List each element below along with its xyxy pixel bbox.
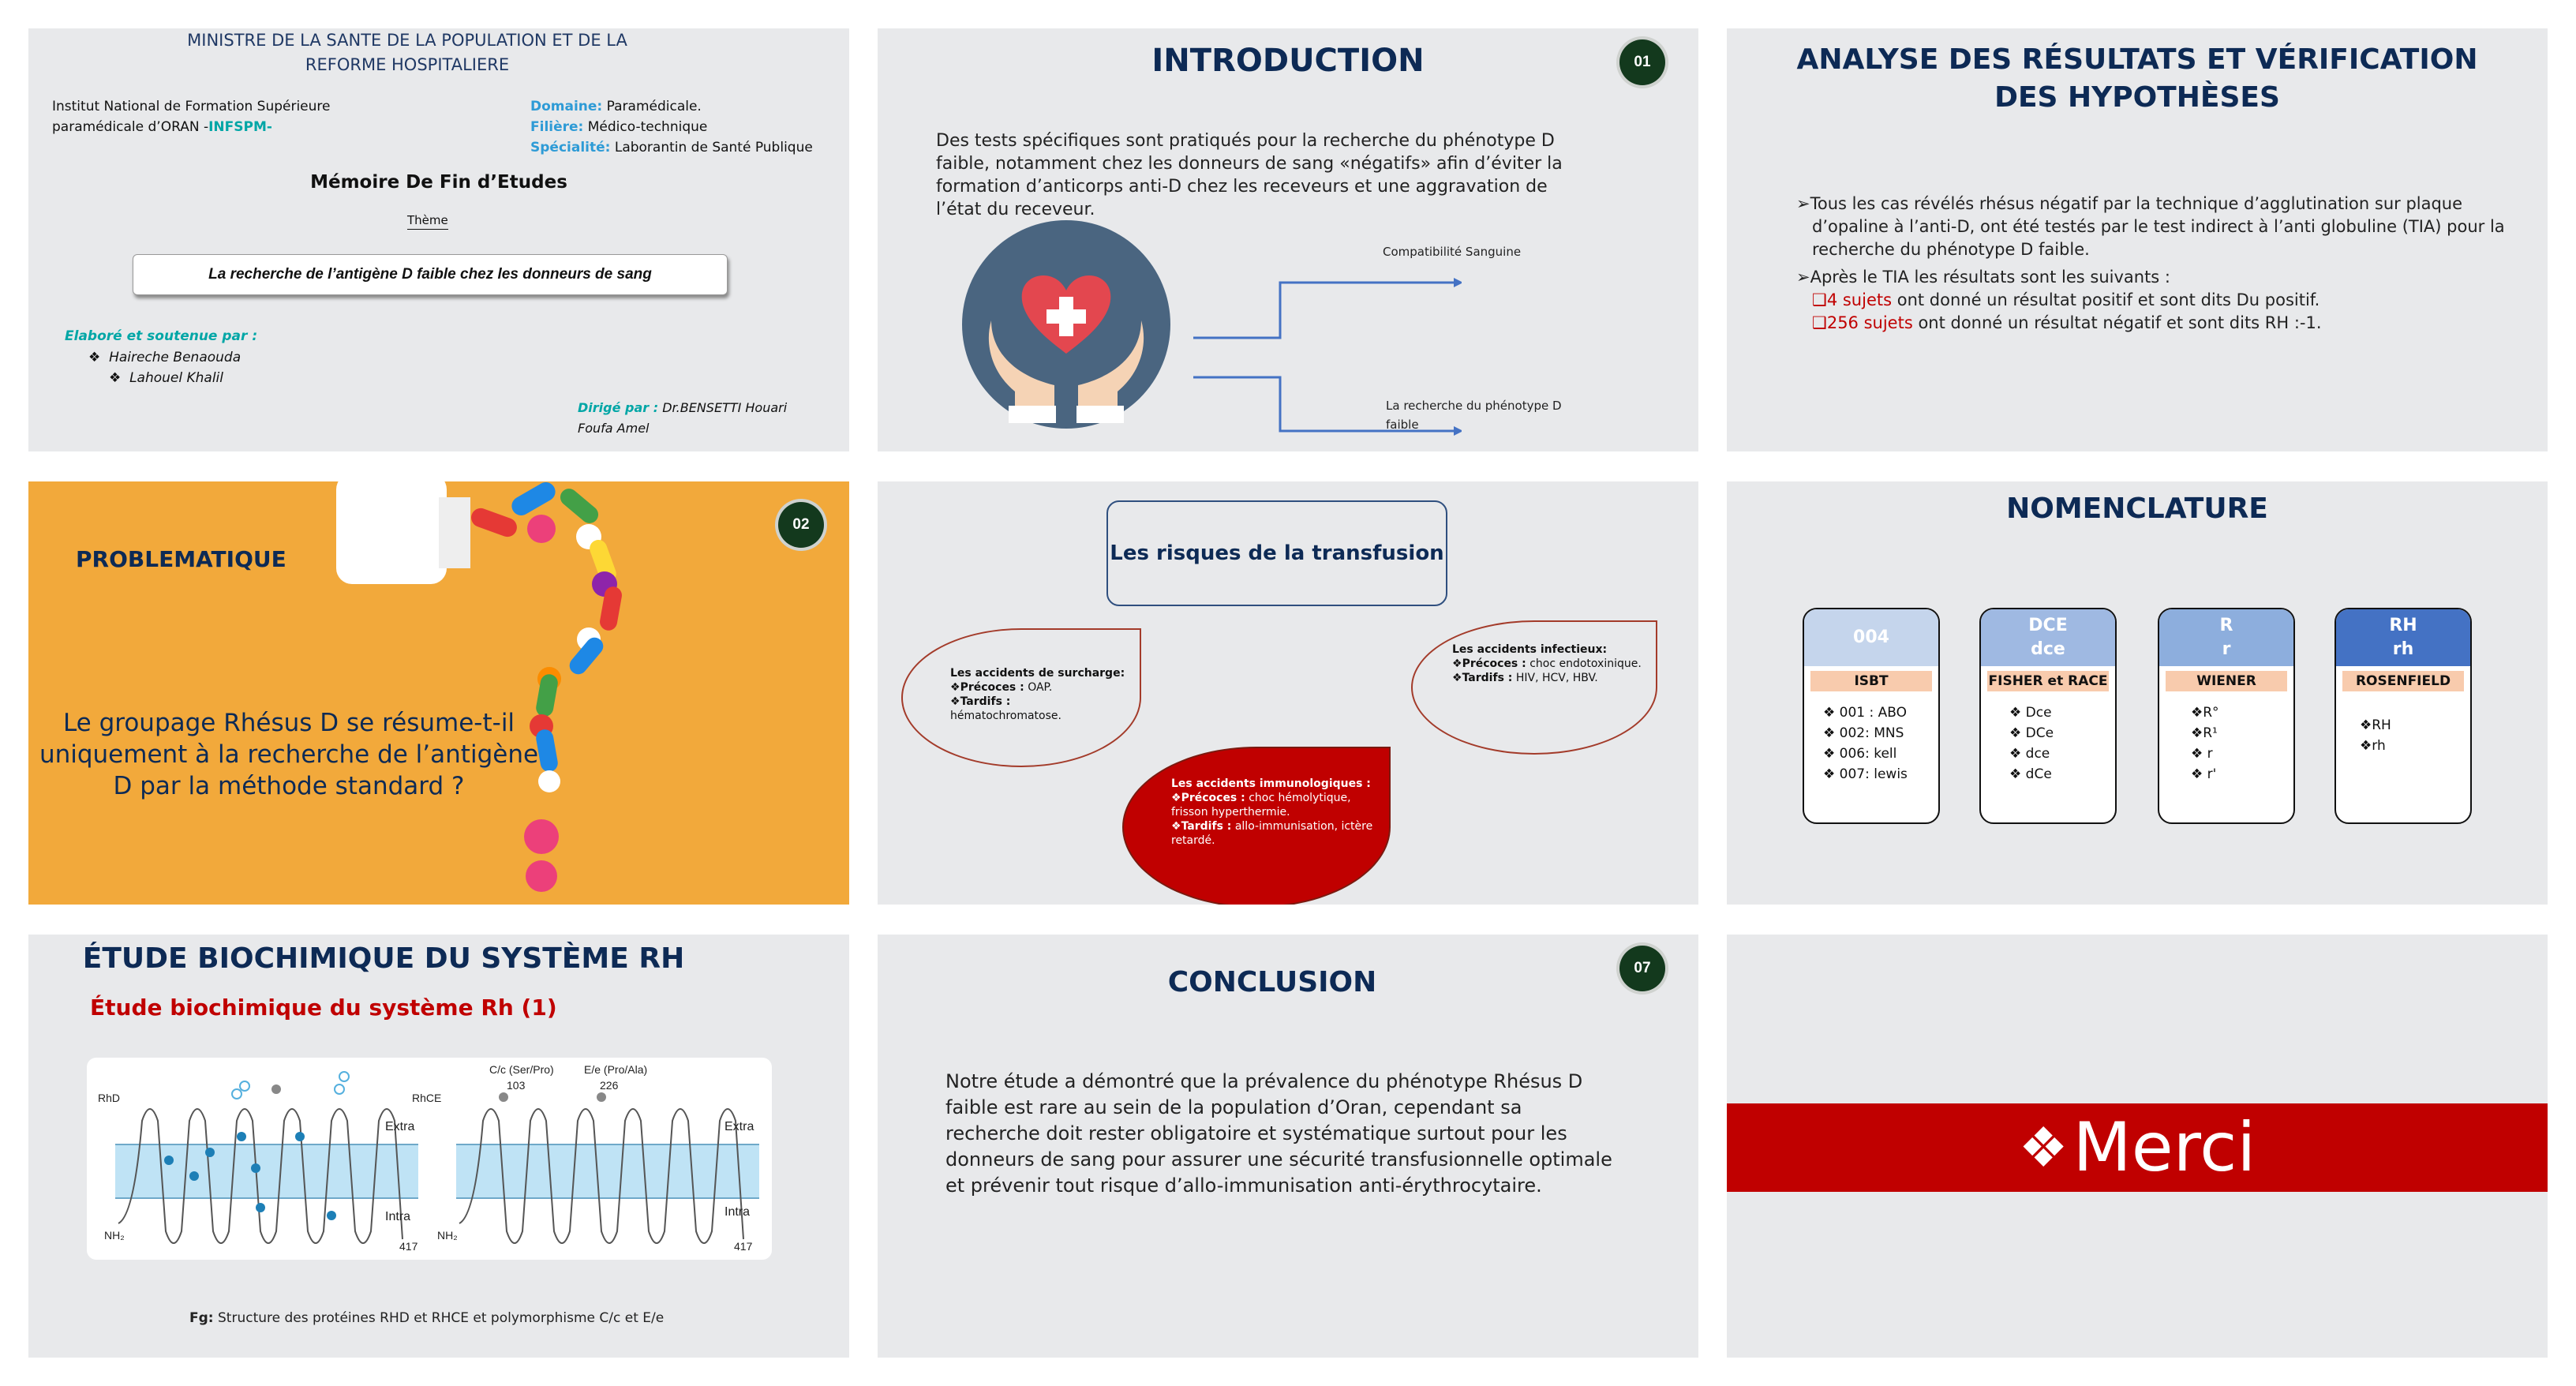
program-info: Domaine: Paramédicale. Filière: Médico-technique Spécialité: Laborantin de Santé Publique (530, 99, 813, 155)
memoire-title: Mémoire De Fin d’Etudes (310, 172, 567, 193)
risks-title-box (1106, 500, 1447, 606)
n417-label-right: 417 (734, 1240, 753, 1253)
ministry-header: MINISTRE DE LA SANTE DE LA POPULATION ET DE LA REFORME HOSPITALIERE (187, 31, 627, 74)
pills-illustration (289, 481, 652, 905)
slide-introduction[interactable] (878, 28, 1698, 451)
arrow-label-compatibility: Compatibilité Sanguine (1383, 245, 1522, 259)
nomen-card-isbt: 004 ISBT ❖ 001 : ABO ❖ 002: MNS ❖ 006: kell ❖ 007: lewis (1803, 608, 1940, 824)
slide-conclusion[interactable] (878, 935, 1698, 1358)
slide-subtitle: Étude biochimique du système Rh (1) (90, 995, 557, 1021)
slide-title: INTRODUCTION (1151, 43, 1425, 79)
slide-title: ÉTUDE BIOCHIMIQUE DU SYSTÈME RH (82, 942, 685, 975)
supervisor: Dirigé par : Dr.BENSETTI Houari Foufa Amel (578, 400, 788, 436)
slide-nomenclature[interactable] (1727, 481, 2548, 905)
slide-number-badge: 01 (1619, 39, 1665, 85)
bubble-immunologiques: Les accidents immunologiques : ❖Précoces : choc hémolytique, frisson hyperthermie. ❖Tardifs : allo-immunisation, ictère retardé. (1122, 747, 1391, 905)
diamond-bullet-icon: ❖ (88, 350, 110, 365)
nomen-card-wiener: R r WIENER ❖R° ❖R¹ ❖ r ❖ r' (2158, 608, 2295, 824)
arrow-label-phenotype: La recherche du phénotype D faible (1386, 399, 1562, 432)
checkbox-bullet-icon: ❑ (1812, 290, 1827, 309)
risks-title: Les risques de la transfusion (1110, 541, 1444, 565)
rh-protein-diagram (87, 1058, 772, 1260)
slide-analyse[interactable] (1727, 28, 2548, 451)
diamond-bullet-icon: ❖ (109, 370, 130, 386)
bubble-infectieux: Les accidents infectieux: ❖Précoces : choc endotoxinique. ❖Tardifs : HIV, HCV, HBV. (1411, 620, 1657, 755)
ee-label: E/e (Pro/Ala) (584, 1063, 648, 1076)
arrow-bullet-icon: ➢ (1796, 268, 1810, 287)
bubble-surcharge: Les accidents de surcharge: ❖Précoces : OAP. ❖Tardifs : hématochromatose. (901, 628, 1141, 767)
diamond-icon: ❖ (2018, 1117, 2069, 1178)
n417-label-left: 417 (399, 1240, 418, 1253)
nomen-card-fisher-race: DCE dce FISHER et RACE ❖ Dce ❖ DCe ❖ dce ❖ dCe (1979, 608, 2117, 824)
authors-list: ❖ Haireche Benaouda ❖ Lahouel Khalil (88, 350, 242, 386)
problem-question: Le groupage Rhésus D se résume-t-il uniquement à la recherche de l’antigène D par la méthode standard ? (39, 709, 539, 800)
slide-title: NOMENCLATURE (2006, 493, 2268, 525)
slide-problematique[interactable] (28, 481, 849, 905)
slide-merci[interactable] (1727, 935, 2548, 1358)
heart-hands-icon (960, 218, 1173, 431)
nomen-card-rosenfield: RH rh ROSENFIELD ❖RH ❖rh (2334, 608, 2472, 824)
arrow-bullet-icon: ➢ (1796, 194, 1810, 213)
theme-label: Thème (407, 213, 448, 230)
analysis-body: ➢Tous les cas révélés rhésus négatif par la technique d’agglutination sur plaque d’opaline à l’anti-D, ont été testés par le test indirect à l’anti globuline (TIA) pour la recherche du phénotype D faible. ➢Après le TIA les résultats sont les suivants : ❑4 sujets ont donné un résultat positif et sont dits Du positif. ❑256 sujets ont donné un résultat négatif et sont dits RH :-1. (1796, 194, 2505, 332)
slide-title: PROBLEMATIQUE (76, 546, 286, 572)
institute-name: Institut National de Formation Supérieure paramédicale d’ORAN -INFSPM- (52, 99, 331, 135)
cc-label: C/c (Ser/Pro) (489, 1063, 554, 1076)
conclusion-body: Notre étude a démontré que la prévalence du phénotype Rhésus D faible est rare au sein de la population d’Oran, cependant sa recherche doit rester obligatoire et systématique surtout pour les donneurs de sang pour assurer une sécurité transfusionnelle optimale et prévenir tout risque d’allo-immunisation anti-érythrocytaire. (945, 1070, 1612, 1197)
nh2-label-left: NH₂ (104, 1229, 125, 1242)
extra-label-right: Extra (724, 1120, 754, 1133)
extra-label-left: Extra (385, 1120, 415, 1133)
intra-label-right: Intra (724, 1205, 751, 1219)
checkbox-bullet-icon: ❑ (1812, 313, 1827, 332)
slide-risques[interactable] (878, 481, 1698, 905)
nh2-label-right: NH₂ (437, 1229, 458, 1242)
slide-title: CONCLUSION (1167, 966, 1377, 998)
intro-body: Des tests spécifiques sont pratiqués pour la recherche du phénotype D faible, notamment chez les donneurs de sang «négatifs» afin d’éviter la formation d’anticorps anti-D chez les receveurs et une aggravation de l’état du receveur. (936, 131, 1563, 219)
theme-box (133, 254, 728, 295)
theme-text: La recherche de l’antigène D faible chez les donneurs de sang (208, 266, 652, 283)
merci-text: Merci (2072, 1108, 2256, 1187)
ee-number: 226 (600, 1079, 619, 1092)
rhce-label: RhCE (412, 1092, 442, 1104)
elabore-label: Elaboré et soutenue par : (65, 328, 258, 344)
figure-caption: Fg: Structure des protéines RHD et RHCE et polymorphisme C/c et E/e (189, 1310, 665, 1326)
slide-title: ANALYSE DES RÉSULTATS ET VÉRIFICATION DES HYPOTHÈSES (1796, 43, 2478, 114)
rhd-label: RhD (98, 1092, 121, 1104)
slide-number-badge: 07 (1619, 946, 1665, 991)
slide-number-badge: 02 (778, 502, 824, 548)
slide-title-page[interactable] (28, 28, 849, 451)
slide-etude-biochimique[interactable] (28, 935, 849, 1358)
intra-label-left: Intra (385, 1210, 411, 1223)
merci-band (1727, 1103, 2548, 1192)
cc-number: 103 (507, 1079, 526, 1092)
rh-protein-svg (87, 1058, 772, 1260)
